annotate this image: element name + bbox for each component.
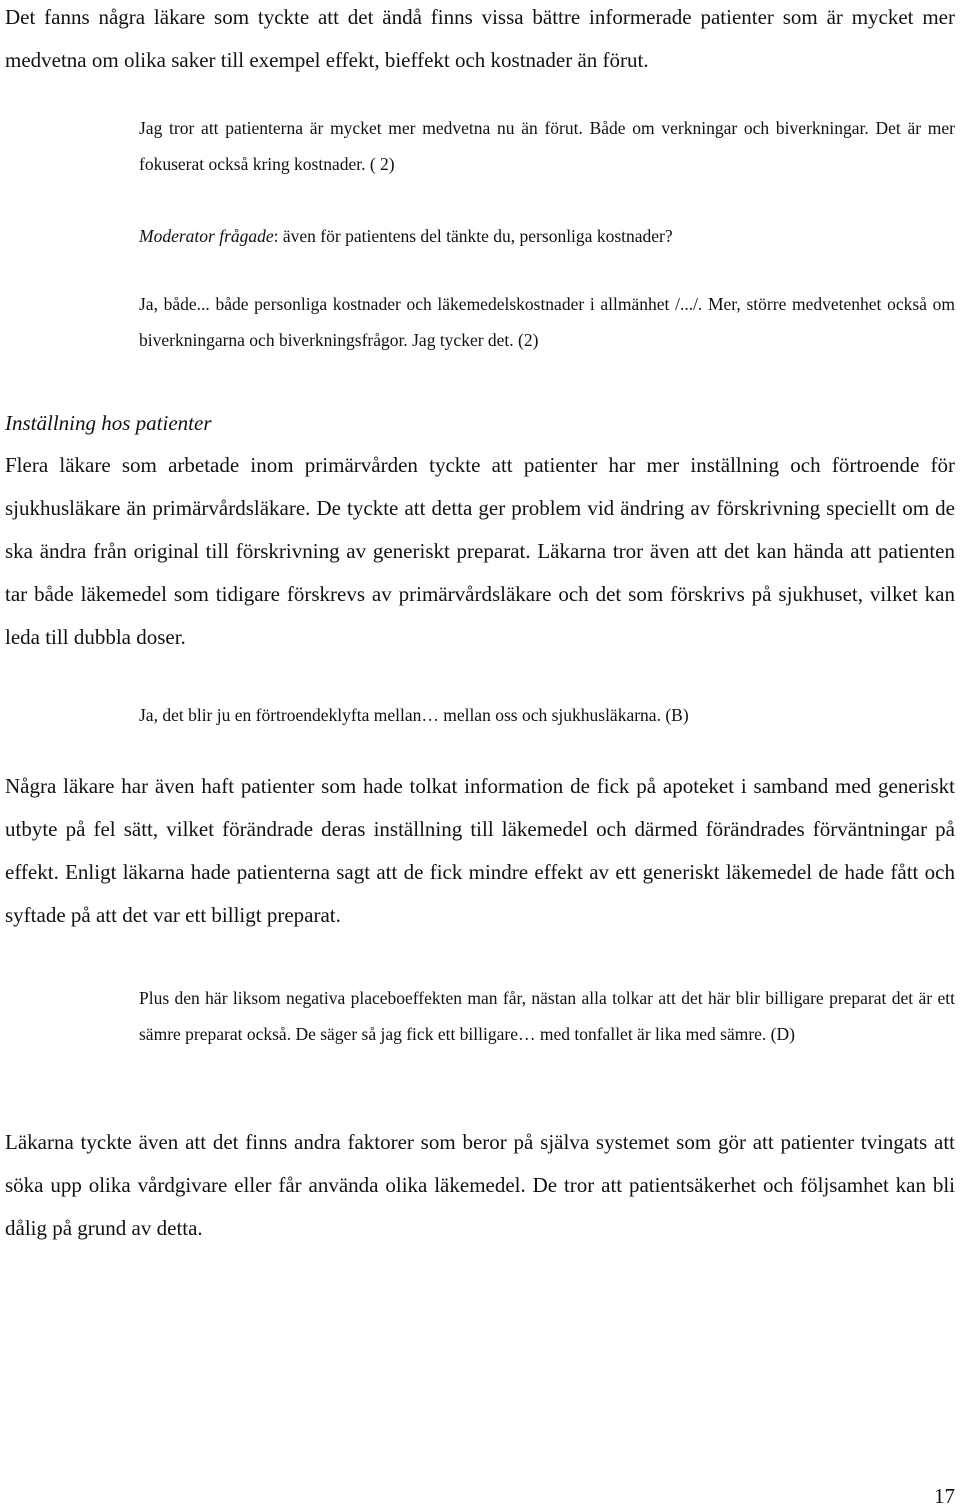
paragraph-lakarna: Läkarna tyckte även att det finns andra faktorer som beror på själva systemet som gör att patienter tvingats att söka upp olika vårdgivare eller får använda olika läkemedel. De tror att patientsäkerhet och följsamhet kan bli dålig på grund av detta. [5, 1130, 955, 1240]
quote-patients-aware: Jag tror att patienterna är mycket mer medvetna nu än förut. Både om verkningar och biverkningar. Det är mer fokuserat också kring kostnader. ( 2) [139, 118, 955, 174]
page-number: 17 [934, 1484, 955, 1508]
quote-moderator [139, 218, 955, 254]
quote-placebo: Plus den här liksom negativa placeboeffekten man får, nästan alla tolkar att det här blir billigare preparat det är ett sämre preparat också. De säger så jag fick ett billigare… med tonfallet är lika med sämre. (D) [139, 988, 955, 1044]
quote-personal-costs: Ja, både... både personliga kostnader och läkemedelskostnader i allmänhet /.../. Mer, större medvetenhet också om biverkningarna och biverkningsfrågor. Jag tycker det. (2) [139, 294, 955, 350]
section-heading: Inställning hos patienter [5, 411, 212, 435]
paragraph-nagra: Några läkare har även haft patienter som hade tolkat information de fick på apoteket i samband med generiskt utbyte på fel sätt, vilket förändrade deras inställning till läkemedel och därmed förändrades förväntningar på effekt. Enligt läkarna hade patienterna sagt att de fick mindre effekt av ett generiskt läkemedel de hade fått och syftade på att det var ett billigt preparat. [5, 774, 955, 927]
paragraph-intro: Det fanns några läkare som tyckte att det ändå finns vissa bättre informerade patienter som är mycket mer medvetna om olika saker till exempel effekt, bieffekt och kostnader än förut. [5, 5, 955, 72]
moderator-label: Moderator frågade [139, 226, 274, 246]
moderator-question: : även för patientens del tänkte du, personliga kostnader? [273, 226, 673, 246]
paragraph-flera: Flera läkare som arbetade inom primärvården tyckte att patienter har mer inställning och förtroende för sjukhusläkare än primärvårdsläkare. De tyckte att detta ger problem vid ändring av förskrivning speciellt om de ska ändra från original till förskrivning av generiskt preparat. Läkarna tror även att det kan hända att patienten tar både läkemedel som tidigare förskrevs av primärvårdsläkare och det som förskrivs på sjukhuset, vilket kan leda till dubbla doser. [5, 453, 955, 649]
quote-trust-gap: Ja, det blir ju en förtroendeklyfta mellan… mellan oss och sjukhusläkarna. (B) [139, 705, 689, 725]
